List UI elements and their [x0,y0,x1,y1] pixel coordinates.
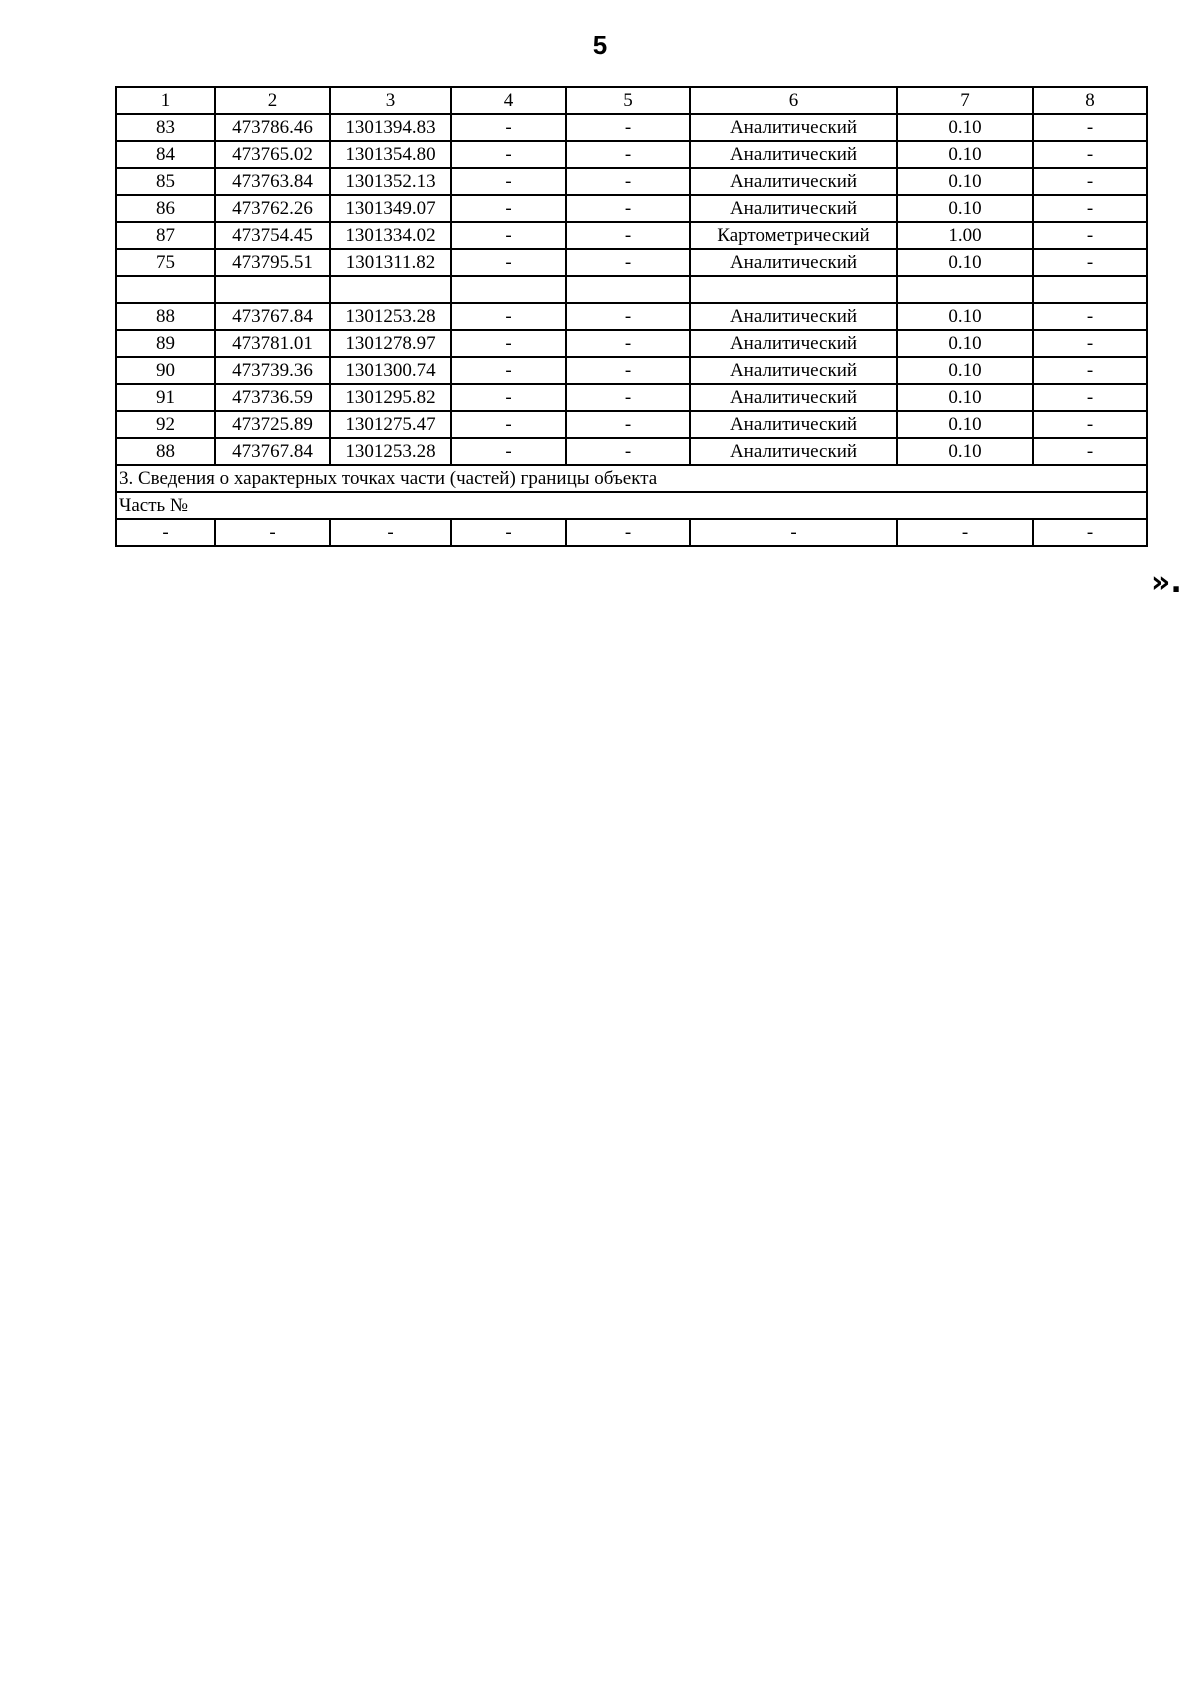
table-cell: 1301300.74 [330,357,451,384]
table-cell: 1301253.28 [330,438,451,465]
table-cell: - [690,519,897,546]
table-cell: 90 [116,357,215,384]
table-cell: - [1033,168,1147,195]
table-cell: Аналитический [690,168,897,195]
header-cell: 3 [330,87,451,114]
table-cell: Аналитический [690,249,897,276]
table-cell: 473725.89 [215,411,330,438]
spacer-cell [1033,276,1147,303]
table-cell: - [1033,249,1147,276]
table-row [116,303,1147,330]
table-cell: - [1033,357,1147,384]
table-cell: 473736.59 [215,384,330,411]
header-cell: 4 [451,87,566,114]
table-cell: 0.10 [897,384,1033,411]
table-row [116,411,1147,438]
table-cell: - [1033,195,1147,222]
table-cell: - [1033,141,1147,168]
table-cell: - [1033,330,1147,357]
table-cell: 86 [116,195,215,222]
table-cell: 473767.84 [215,303,330,330]
table-cell: 92 [116,411,215,438]
table-cell: 0.10 [897,411,1033,438]
table-cell: - [566,168,690,195]
table-row [116,357,1147,384]
table-cell: - [451,222,566,249]
table-cell: 473786.46 [215,114,330,141]
table-cell: 1301334.02 [330,222,451,249]
table-cell: 0.10 [897,330,1033,357]
table-cell: 0.10 [897,357,1033,384]
table-row [116,249,1147,276]
table-cell: 83 [116,114,215,141]
table-cell: 473754.45 [215,222,330,249]
table-cell: - [451,303,566,330]
table-cell: 0.10 [897,195,1033,222]
table-cell: - [451,249,566,276]
table-cell: - [330,519,451,546]
table-cell: - [451,411,566,438]
coordinates-table [115,86,1148,547]
table-cell: 1301253.28 [330,303,451,330]
table-cell: - [215,519,330,546]
section-heading-row [116,465,1147,492]
table-cell: 1.00 [897,222,1033,249]
part-label-row [116,492,1147,519]
spacer-cell [215,276,330,303]
table-cell: 91 [116,384,215,411]
table-cell: 1301354.80 [330,141,451,168]
table-cell: 0.10 [897,168,1033,195]
table-cell: - [566,249,690,276]
table-cell: 0.10 [897,438,1033,465]
table-cell: 1301349.07 [330,195,451,222]
table-cell: - [1033,384,1147,411]
table-cell: - [451,384,566,411]
table-row [116,114,1147,141]
table-cell: - [1033,114,1147,141]
header-cell: 8 [1033,87,1147,114]
table-cell: 473765.02 [215,141,330,168]
table-cell: - [566,303,690,330]
table-cell: - [451,195,566,222]
empty-part-row [116,519,1147,546]
table-cell: - [566,438,690,465]
section-heading: 3. Сведения о характерных точках части (частей) границы объекта [116,465,1147,492]
spacer-row [116,276,1147,303]
table-cell: 0.10 [897,303,1033,330]
spacer-cell [566,276,690,303]
table-cell: - [1033,519,1147,546]
header-row [116,87,1147,114]
table-cell: 473781.01 [215,330,330,357]
table-cell: 85 [116,168,215,195]
table-cell: 88 [116,303,215,330]
header-cell: 6 [690,87,897,114]
table-cell: 84 [116,141,215,168]
coordinates-table-wrapper [115,86,1146,547]
header-cell: 5 [566,87,690,114]
page-number: 5 [592,30,608,60]
table-cell: - [451,168,566,195]
table-cell: 1301311.82 [330,249,451,276]
table-cell: - [566,222,690,249]
table-cell: 75 [116,249,215,276]
table-row [116,438,1147,465]
table-cell: - [566,357,690,384]
part-label: Часть № [116,492,1147,519]
table-cell: 1301295.82 [330,384,451,411]
closing-quote-mark: ». [1151,565,1182,600]
table-cell: Картометрический [690,222,897,249]
table-cell: Аналитический [690,195,897,222]
header-cell: 2 [215,87,330,114]
table-cell: - [1033,222,1147,249]
table-row [116,330,1147,357]
table-cell: 473795.51 [215,249,330,276]
table-cell: - [451,330,566,357]
table-row [116,384,1147,411]
table-cell: 1301394.83 [330,114,451,141]
table-cell: Аналитический [690,411,897,438]
table-cell: - [566,384,690,411]
table-cell: - [566,330,690,357]
table-cell: - [566,195,690,222]
table-cell: Аналитический [690,384,897,411]
spacer-cell [330,276,451,303]
table-cell: 89 [116,330,215,357]
spacer-cell [897,276,1033,303]
table-cell: - [451,519,566,546]
table-cell: 0.10 [897,141,1033,168]
table-cell: 1301352.13 [330,168,451,195]
table-cell: Аналитический [690,438,897,465]
table-cell: - [451,357,566,384]
table-row [116,168,1147,195]
table-cell: - [566,519,690,546]
table-cell: 0.10 [897,249,1033,276]
table-row [116,222,1147,249]
table-cell: - [451,438,566,465]
table-row [116,141,1147,168]
table-cell: Аналитический [690,303,897,330]
header-cell: 7 [897,87,1033,114]
table-cell: Аналитический [690,114,897,141]
table-cell: - [1033,411,1147,438]
table-cell: Аналитический [690,141,897,168]
table-cell: - [566,411,690,438]
table-cell: 473739.36 [215,357,330,384]
table-cell: Аналитический [690,357,897,384]
table-cell: Аналитический [690,330,897,357]
spacer-cell [116,276,215,303]
spacer-cell [690,276,897,303]
table-cell: 88 [116,438,215,465]
header-cell: 1 [116,87,215,114]
table-cell: - [1033,438,1147,465]
table-cell: - [116,519,215,546]
table-cell: 0.10 [897,114,1033,141]
table-cell: 473763.84 [215,168,330,195]
table-cell: - [1033,303,1147,330]
table-cell: 1301275.47 [330,411,451,438]
table-cell: 1301278.97 [330,330,451,357]
table-cell: 87 [116,222,215,249]
table-cell: - [451,141,566,168]
table-cell: - [451,114,566,141]
spacer-cell [451,276,566,303]
table-cell: - [566,114,690,141]
table-cell: 473762.26 [215,195,330,222]
table-row [116,195,1147,222]
table-cell: - [897,519,1033,546]
table-cell: - [566,141,690,168]
table-cell: 473767.84 [215,438,330,465]
